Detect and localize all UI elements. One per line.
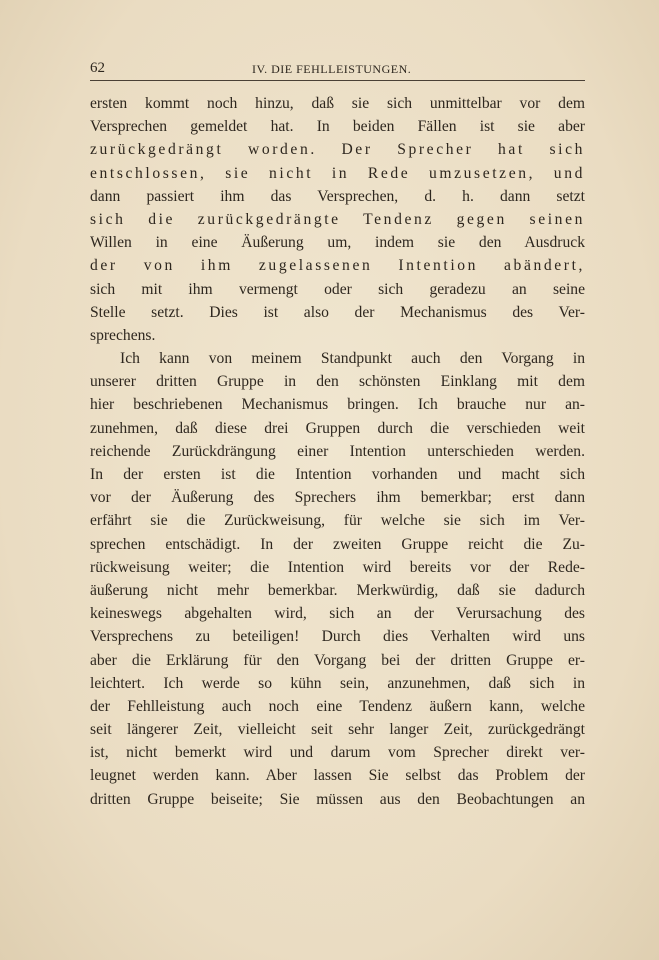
text-line: reichende Zurückdrängung einer Intention unterschieden werden. bbox=[90, 442, 585, 460]
text-line: leichtert. Ich werde so kühn sein, anzunehmen, daß sich in bbox=[90, 674, 585, 692]
text-line: rückweisung weiter; die Intention wird bereits vor der Rede- bbox=[90, 558, 585, 576]
text-line: vor der Äußerung des Sprechers ihm bemerkbar; erst dann bbox=[90, 489, 585, 507]
text-line: Versprechen gemeldet hat. In beiden Fällen ist sie aber bbox=[90, 118, 585, 136]
text-line: dritten Gruppe beiseite; Sie müssen aus den Beobachtungen an bbox=[90, 790, 585, 808]
text-line: Stelle setzt. Dies ist also der Mechanismus des Ver- bbox=[90, 303, 585, 321]
header-rule bbox=[90, 80, 585, 81]
text-line: hier beschriebenen Mechanismus bringen. Ich brauche nur an- bbox=[90, 396, 585, 414]
text-line: Willen in eine Äußerung um, indem sie den Ausdruck bbox=[90, 234, 585, 252]
text-line: sich die zurückgedrängte Tendenz gegen seinen bbox=[90, 210, 585, 228]
text-line: sprechen entschädigt. In der zweiten Gruppe reicht die Zu- bbox=[90, 535, 585, 553]
text-line: sich mit ihm vermengt oder sich geradezu an seine bbox=[90, 280, 585, 298]
page-number: 62 bbox=[90, 60, 105, 76]
text-line: zunehmen, daß diese drei Gruppen durch die verschieden weit bbox=[90, 419, 585, 437]
text-line: der von ihm zugelassenen Intention abändert, bbox=[90, 257, 585, 275]
text-line: entschlossen, sie nicht in Rede umzusetzen, und bbox=[90, 164, 585, 182]
text-line: dann passiert ihm das Versprechen, d. h. dann setzt bbox=[90, 187, 585, 205]
text-line: Ich kann von meinem Standpunkt auch den Vorgang in bbox=[120, 350, 585, 368]
text-line: ersten kommt noch hinzu, daß sie sich unmittelbar vor dem bbox=[90, 95, 585, 112]
text-line: unserer dritten Gruppe in den schönsten Einklang mit dem bbox=[90, 373, 585, 391]
text-line: aber die Erklärung für den Vorgang bei der dritten Gruppe er- bbox=[90, 651, 585, 669]
text-line: ist, nicht bemerkt wird und darum vom Sprecher direkt ver- bbox=[90, 744, 585, 762]
text-line: keineswegs abgehalten wird, sich an der Verursachung des bbox=[90, 605, 585, 623]
text-line: leugnet werden kann. Aber lassen Sie selbst das Problem der bbox=[90, 767, 585, 785]
text-line: Versprechens zu beteiligen! Durch dies Verhalten wird uns bbox=[90, 628, 585, 646]
body-text bbox=[90, 92, 585, 811]
text-line: äußerung nicht mehr bemerkbar. Merkwürdig, daß sie dadurch bbox=[90, 581, 585, 599]
text-line: In der ersten ist die Intention vorhanden und macht sich bbox=[90, 466, 585, 483]
text-line: sprechens. bbox=[90, 326, 156, 344]
page-header bbox=[90, 60, 585, 80]
text-line: der Fehlleistung auch noch eine Tendenz äußern kann, welche bbox=[90, 697, 585, 715]
text-line: erfährt sie die Zurückweisung, für welche sie sich im Ver- bbox=[90, 512, 585, 530]
running-head: IV. DIE FEHLLEISTUNGEN. bbox=[252, 62, 412, 76]
text-line: zurückgedrängt worden. Der Sprecher hat sich bbox=[90, 141, 585, 159]
text-line: seit längerer Zeit, vielleicht seit sehr langer Zeit, zurückgedrängt bbox=[90, 721, 585, 739]
